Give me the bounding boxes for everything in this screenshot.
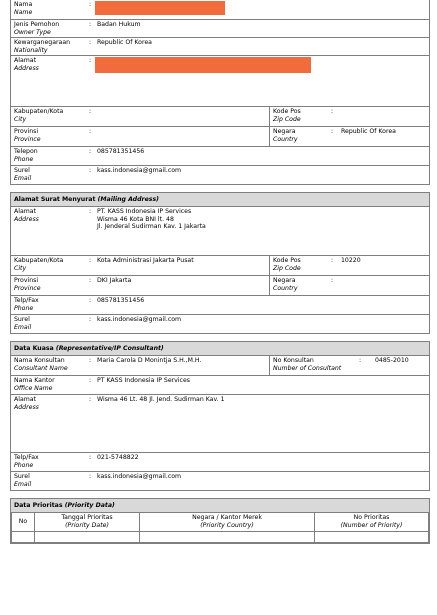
label-telepon: Telepon bbox=[14, 148, 38, 155]
applicant-section bbox=[10, 0, 430, 185]
row-mailing-kabupaten: Kabupaten/Kota City : Kota Administrasi Jakarta Pusat Kode Pos Zip Code : 10220 bbox=[11, 255, 429, 275]
value-owner-type: Badan Hukum bbox=[97, 21, 141, 28]
priority-table bbox=[11, 512, 429, 543]
value-email: kass.indonesia@gmail.com bbox=[97, 167, 182, 174]
row-kuasa-alamat: Alamat Address : Wisma 46 Lt. 48 Jl. Jend. Sudirman Kav. 1 bbox=[11, 394, 429, 452]
row-kabupaten: Kabupaten/Kota City : Kode Pos Zip Code : bbox=[11, 106, 429, 126]
row-kuasa-surel: Surel Email : kass.indonesia@gmail.com bbox=[11, 471, 429, 490]
value-mailing-phone: 085781351456 bbox=[97, 297, 145, 304]
col-priority-number: No Prioritas (Number of Priority) bbox=[315, 513, 429, 532]
value-phone: 085781351456 bbox=[97, 148, 145, 155]
label-owner-type: Owner Type bbox=[14, 28, 51, 36]
label-phone: Phone bbox=[14, 155, 34, 163]
row-telepon: Telepon Phone : 085781351456 bbox=[11, 146, 429, 165]
row-kewarganegaraan: Kewarganegaraan Nationality : Republic Of Korea bbox=[11, 37, 429, 55]
label-nama: Nama bbox=[14, 1, 33, 8]
label-kewarganegaraan: Kewarganegaraan bbox=[14, 39, 71, 46]
redacted-name bbox=[95, 1, 225, 15]
row-office-name: Nama Kantor Office Name : PT KASS Indonesia IP Services bbox=[11, 375, 429, 394]
value-kuasa-email: kass.indonesia@gmail.com bbox=[97, 473, 182, 480]
trademark-application-form bbox=[10, 0, 430, 544]
table-row bbox=[12, 532, 429, 543]
col-priority-date: Tanggal Prioritas (Priority Date) bbox=[35, 513, 140, 532]
section-title-mailing: Alamat Surat Menyurat (Mailing Address) bbox=[11, 193, 429, 207]
label-jenis-pemohon: Jenis Pemohon bbox=[14, 21, 60, 28]
row-mailing-provinsi: Provinsi Province : DKI Jakarta Negara Country : bbox=[11, 275, 429, 295]
row-jenis-pemohon: Jenis Pemohon Owner Type : Badan Hukum bbox=[11, 19, 429, 37]
value-kuasa-address: Wisma 46 Lt. 48 Jl. Jend. Sudirman Kav. 1 bbox=[97, 396, 225, 403]
label-country: Country bbox=[273, 135, 298, 143]
value-mailing-city: Kota Administrasi Jakarta Pusat bbox=[97, 257, 194, 264]
row-kuasa-telp: Telp/Fax Phone : 021-5748822 bbox=[11, 452, 429, 471]
section-title-representative: Data Kuasa (Representative/IP Consultant) bbox=[11, 342, 429, 356]
mailing-address-section bbox=[10, 192, 430, 334]
value-mailing-email: kass.indonesia@gmail.com bbox=[97, 316, 182, 323]
label-nationality: Nationality bbox=[14, 46, 48, 54]
label-name-en: Name bbox=[14, 8, 33, 16]
col-priority-country: Negara / Kantor Merek (Priority Country) bbox=[140, 513, 315, 532]
value-kuasa-phone: 021-5748822 bbox=[97, 454, 139, 461]
row-mailing-surel: Surel Email : kass.indonesia@gmail.com bbox=[11, 314, 429, 333]
redacted-address bbox=[95, 57, 311, 73]
col-no: No bbox=[12, 513, 35, 532]
value-office-name: PT KASS Indonesia IP Services bbox=[97, 377, 190, 384]
value-mailing-province: DKI Jakarta bbox=[97, 277, 132, 284]
representative-section bbox=[10, 341, 430, 491]
row-alamat: Alamat Address : bbox=[11, 55, 429, 106]
label-email: Email bbox=[14, 174, 32, 182]
label-provinsi: Provinsi bbox=[14, 128, 39, 135]
value-mailing-zip: 10220 bbox=[341, 257, 361, 264]
priority-header-row bbox=[12, 513, 429, 532]
row-mailing-alamat: Alamat Address : PT. KASS Indonesia IP Services Wisma 46 Kota BNI lt. 48 Jl. Jenderal Sudirman Kav. 1 Jakarta bbox=[14, 208, 206, 230]
row-surel: Surel Email : kass.indonesia@gmail.com bbox=[11, 165, 429, 184]
row-nama bbox=[11, 0, 429, 19]
row-mailing-telp: Telp/Fax Phone : 085781351456 bbox=[11, 295, 429, 314]
row-provinsi: Provinsi Province : Negara Country : Republic Of Korea bbox=[11, 126, 429, 146]
label-alamat: Alamat bbox=[14, 57, 36, 64]
label-surel: Surel bbox=[14, 167, 30, 174]
priority-section bbox=[10, 498, 430, 544]
label-negara: Negara bbox=[273, 128, 296, 135]
row-consultant-name: Nama Konsultan Consultant Name : Maria Carola D Monintja S.H.,M.H. No Konsultan Number of Consultant : 0485-2010 bbox=[11, 356, 429, 375]
value-country: Republic Of Korea bbox=[341, 128, 396, 135]
label-city: City bbox=[14, 115, 27, 123]
label-kode-pos: Kode Pos bbox=[273, 108, 301, 115]
label-province: Province bbox=[14, 135, 41, 143]
label-kabupaten: Kabupaten/Kota bbox=[14, 108, 64, 115]
value-mailing-address: PT. KASS Indonesia IP Services Wisma 46 Kota BNI lt. 48 Jl. Jenderal Sudirman Kav. 1 Jakarta bbox=[97, 208, 206, 230]
value-nationality: Republic Of Korea bbox=[97, 39, 152, 46]
value-consultant-number: 0485-2010 bbox=[375, 357, 409, 364]
label-zip-code: Zip Code bbox=[273, 115, 301, 123]
section-title-priority: Data Prioritas (Priority Data) bbox=[11, 499, 429, 512]
colon: : bbox=[89, 1, 92, 8]
label-address: Address bbox=[14, 64, 39, 72]
value-consultant-name: Maria Carola D Monintja S.H.,M.H. bbox=[97, 357, 202, 364]
